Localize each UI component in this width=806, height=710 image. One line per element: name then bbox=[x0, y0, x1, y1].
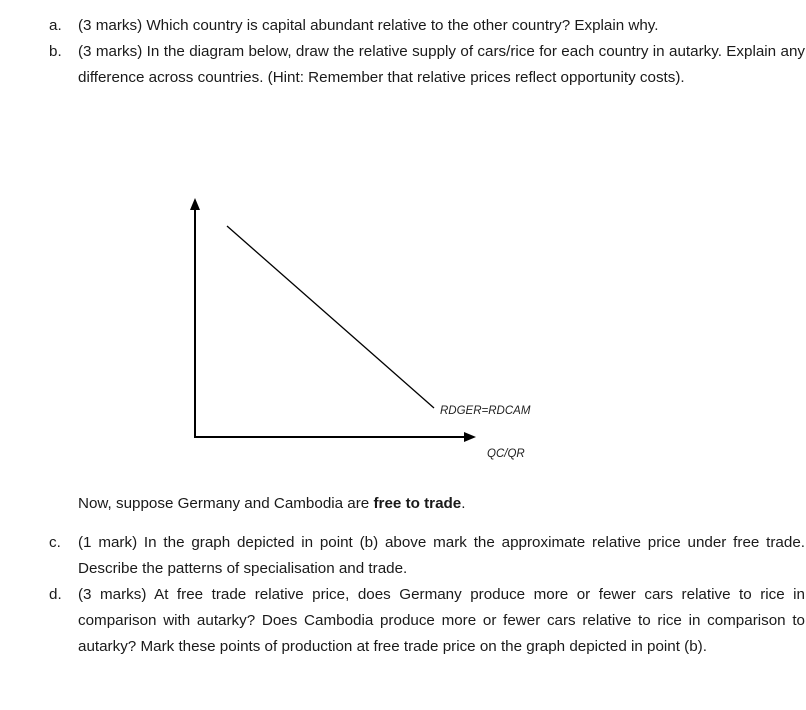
free-trade-prefix: Now, suppose Germany and Cambodia are bbox=[78, 495, 374, 512]
question-b-marker: b. bbox=[49, 43, 62, 60]
question-c-marker: c. bbox=[49, 534, 61, 551]
free-trade-bold: free to trade bbox=[373, 495, 462, 512]
relative-demand-line bbox=[227, 226, 434, 408]
question-c-text: (1 mark) In the graph depicted in point (b) above mark the approximate relative price under free trade. Describe the patterns of specialisation and trade. bbox=[78, 534, 805, 577]
free-trade-statement bbox=[78, 491, 466, 517]
question-d-marker: d. bbox=[49, 586, 62, 603]
question-a-marker: a. bbox=[49, 17, 62, 34]
question-d-text: (3 marks) At free trade relative price, does Germany produce more or fewer cars relative to rice in comparison with autarky? Does Cambodia produce more or fewer cars relative to rice in comparison to autarky? Mark these points of production at free trade price on the graph depicted in point (b). bbox=[78, 586, 805, 655]
y-axis-arrowhead bbox=[190, 198, 200, 210]
question-b-text: (3 marks) In the diagram below, draw the relative supply of cars/rice for each country in autarky. Explain any difference across countries. (Hint: Remember that relative prices reflect opportunity costs). bbox=[78, 43, 805, 86]
question-a-text: (3 marks) Which country is capital abundant relative to the other country? Explain why. bbox=[78, 17, 659, 34]
x-axis-label: QC/QR bbox=[487, 448, 525, 460]
x-axis-arrowhead bbox=[464, 432, 476, 442]
free-trade-suffix: . bbox=[461, 495, 466, 512]
relative-demand-label: RDGER=RDCAM bbox=[440, 405, 531, 417]
